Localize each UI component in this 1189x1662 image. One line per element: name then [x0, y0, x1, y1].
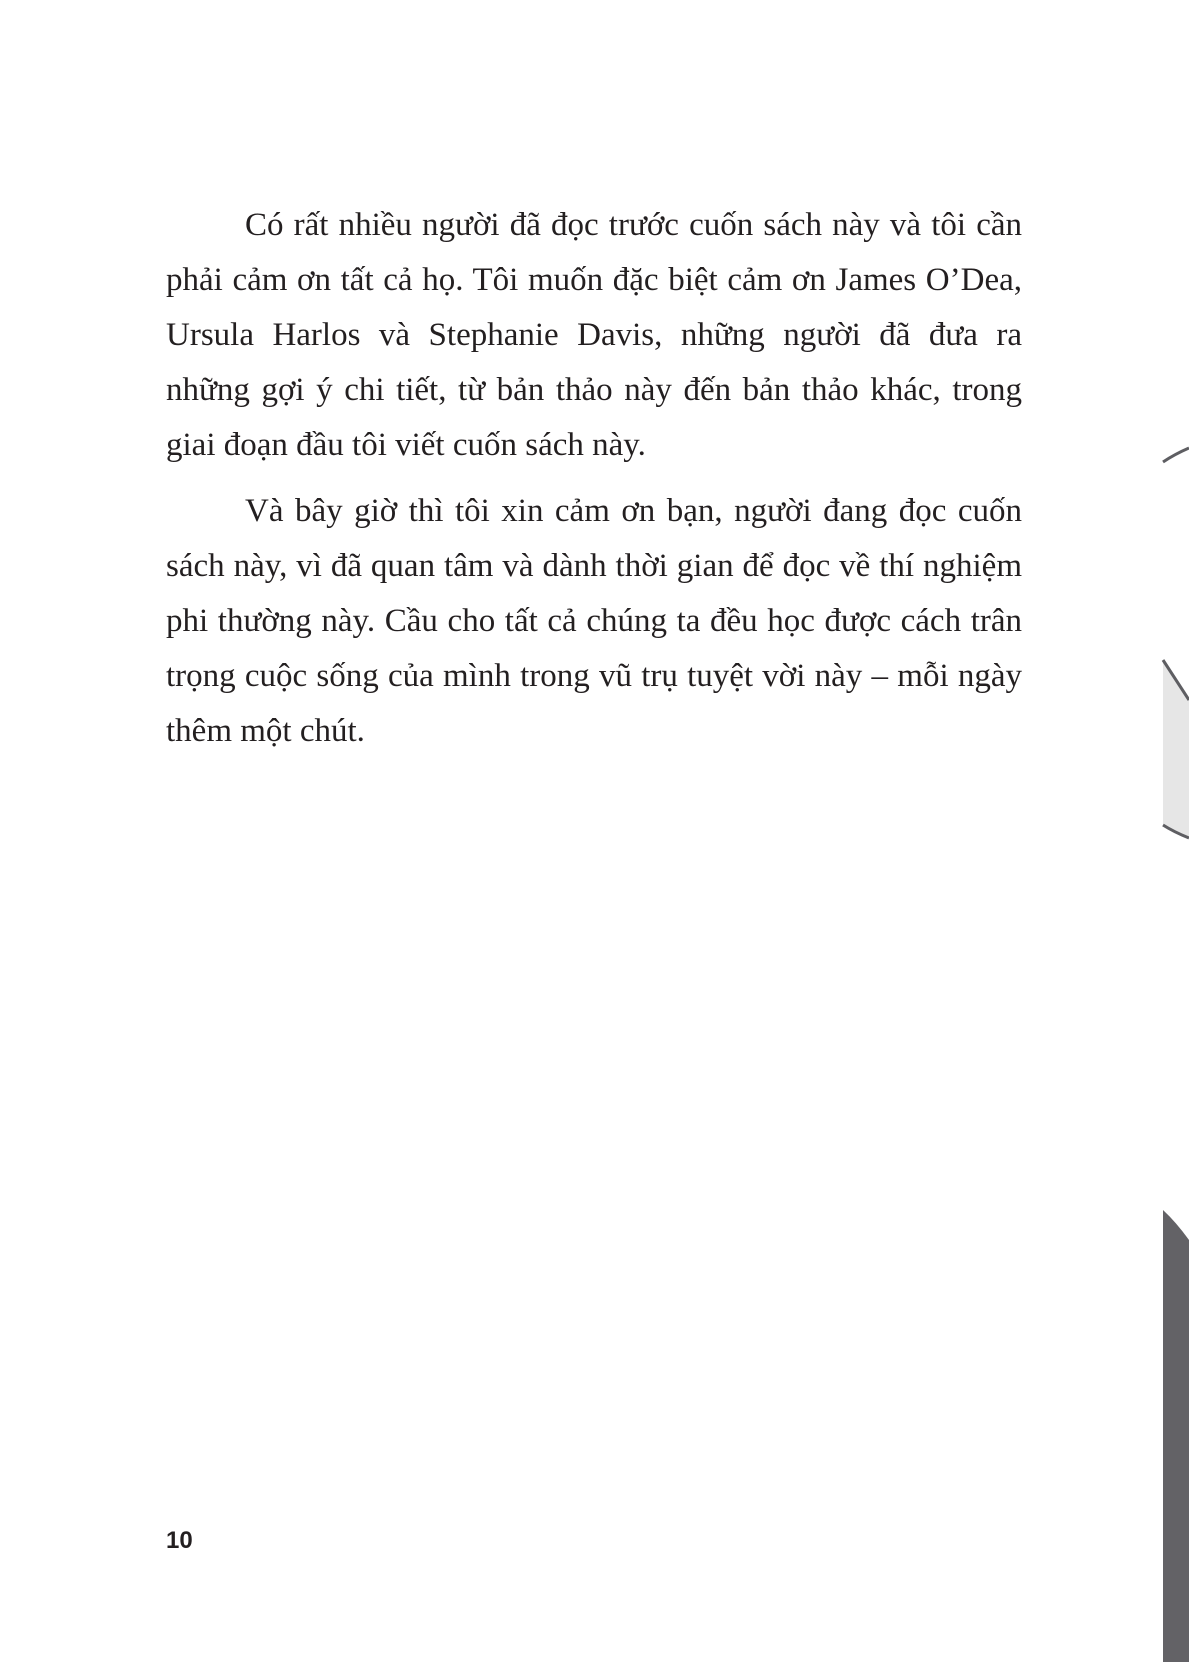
page-number: 10 [166, 1527, 193, 1554]
edge-band [1163, 1210, 1189, 1662]
edge-wedge-outline [1163, 660, 1189, 838]
body-text [166, 198, 1022, 770]
paragraph-2: Và bây giờ thì tôi xin cảm ơn bạn, người đang đọc cuốn sách này, vì đã quan tâm và dành thời gian để đọc về thí nghiệm phi thường này. Cầu cho tất cả chúng ta đều học được cách trân trọng cuộc sống của mình trong vũ trụ tuyệt vời này – mỗi ngày thêm một chút. [166, 493, 1022, 749]
paragraph-1: Có rất nhiều người đã đọc trước cuốn sách này và tôi cần phải cảm ơn tất cả họ. Tôi muốn đặc biệt cảm ơn James O’Dea, Ursula Harlos và Stephanie Davis, những người đã đưa ra những gợi ý chi tiết, từ bản thảo này đến bản thảo khác, trong giai đoạn đầu tôi viết cuốn sách này. [166, 207, 1022, 463]
edge-wedge [1163, 660, 1189, 838]
edge-arc-top [1163, 448, 1189, 462]
